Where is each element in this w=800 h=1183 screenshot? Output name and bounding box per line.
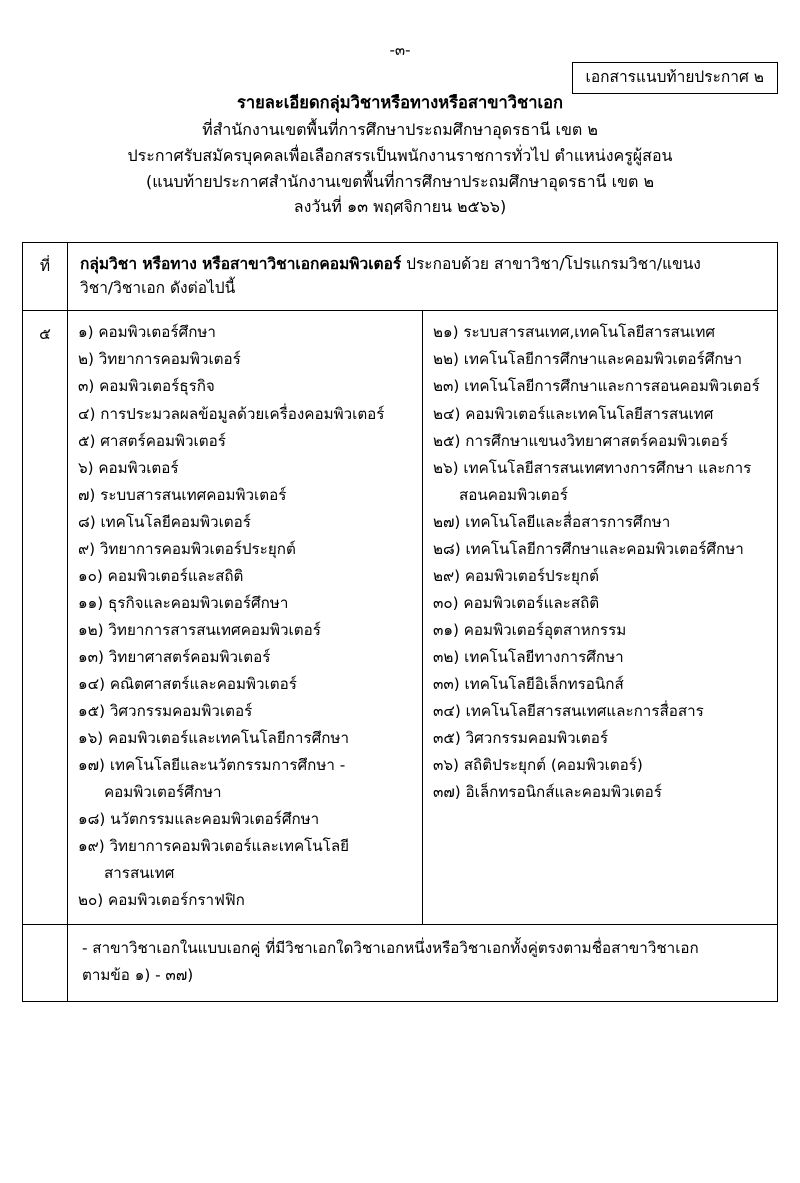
list-item: ๕) ศาสตร์คอมพิวเตอร์ <box>78 431 226 450</box>
footer-note-line-2: ตามข้อ ๑) - ๓๗) <box>82 966 194 984</box>
list-item: ๑๖) คอมพิวเตอร์และเทคโนโลยีการศึกษา <box>78 729 349 748</box>
list-item: ๓๗) อิเล็กทรอนิกส์และคอมพิวเตอร์ <box>433 783 662 802</box>
subjects-table <box>22 242 778 1001</box>
title-line-5: ลงวันที่ ๑๓ พฤศจิกายน ๒๕๖๖) <box>293 197 507 217</box>
list-item: ๒๗) เทคโนโลยีและสื่อสารการศึกษา <box>433 512 671 531</box>
table-header-row <box>23 243 778 311</box>
table-header-no: ที่ <box>23 243 68 311</box>
list-item: ๒๐) คอมพิวเตอร์กราฟฟิก <box>78 891 245 910</box>
title-line-3: ประกาศรับสมัครบุคคลเพื่อเลือกสรรเป็นพนักงานราชการทั่วไป ตำแหน่งครูผู้สอน <box>127 145 673 165</box>
list-item: ๒) วิทยาการคอมพิวเตอร์ <box>78 350 241 369</box>
table-header-subject-rest: ประกอบด้วย สาขาวิชา/โปรแกรมวิชา/แขนง <box>401 255 701 274</box>
list-item: ๓๒) เทคโนโลยีทางการศึกษา <box>433 647 624 666</box>
list-item: ๑) คอมพิวเตอร์ศึกษา <box>78 323 216 342</box>
list-item: ๙) วิทยาการคอมพิวเตอร์ประยุกต์ <box>78 539 296 558</box>
list-item: ๑๐) คอมพิวเตอร์และสถิติ <box>78 566 244 585</box>
list-item: ๑๓) วิทยาศาสตร์คอมพิวเตอร์ <box>78 647 271 666</box>
subject-list-left <box>68 311 423 925</box>
list-item: ๒๖) เทคโนโลยีสารสนเทศทางการศึกษา และการสอนคอมพิวเตอร์ <box>433 458 752 504</box>
list-item: ๓๔) เทคโนโลยีสารสนเทศและการสื่อสาร <box>433 702 704 721</box>
page-title: รายละเอียดกลุ่มวิชาหรือทางหรือสาขาวิชาเอก <box>236 93 564 112</box>
list-item: ๑๗) เทคโนโลยีและนวัตกรรมการศึกษา - คอมพิวเตอร์ศึกษา <box>78 756 346 802</box>
table-header-subject <box>68 243 778 311</box>
list-item: ๒๒) เทคโนโลยีการศึกษาและคอมพิวเตอร์ศึกษา <box>433 350 743 369</box>
list-item: ๓๖) สถิติประยุกต์ (คอมพิวเตอร์) <box>433 756 643 775</box>
table-header-subject-line2: วิชา/วิชาเอก ดังต่อไปนี้ <box>80 279 236 298</box>
list-item: ๔) การประมวลผลข้อมูลด้วยเครื่องคอมพิวเตอร์ <box>78 404 385 423</box>
table-row <box>23 311 778 925</box>
list-item: ๗) ระบบสารสนเทศคอมพิวเตอร์ <box>78 485 287 504</box>
list-item: ๒๔) คอมพิวเตอร์และเทคโนโลยีสารสนเทศ <box>433 404 714 423</box>
list-item: ๑๘) นวัตกรรมและคอมพิวเตอร์ศึกษา <box>78 810 320 829</box>
list-item: ๒๘) เทคโนโลยีการศึกษาและคอมพิวเตอร์ศึกษา <box>433 539 744 558</box>
footer-note-line-1: - สาขาวิชาเอกในแบบเอกคู่ ที่มีวิชาเอกใดวิชาเอกหนึ่งหรือวิชาเอกทั้งคู่ตรงตามชื่อสาขาวิชาเอก <box>82 939 699 958</box>
list-item: ๒๙) คอมพิวเตอร์ประยุกต์ <box>433 566 599 585</box>
list-item: ๒๕) การศึกษาแขนงวิทยาศาสตร์คอมพิวเตอร์ <box>433 431 729 450</box>
footer-note <box>68 925 778 1001</box>
list-item: ๑๙) วิทยาการคอมพิวเตอร์และเทคโนโลยีสารสนเทศ <box>78 837 350 883</box>
list-item: ๒๓) เทคโนโลยีการศึกษาและการสอนคอมพิวเตอร์ <box>433 377 760 396</box>
page-number: -๓- <box>389 41 411 59</box>
footer-no-cell <box>23 925 68 1001</box>
table-footer-row <box>23 925 778 1001</box>
list-item: ๑๔) คณิตศาสตร์และคอมพิวเตอร์ <box>78 674 297 693</box>
list-item: ๓๐) คอมพิวเตอร์และสถิติ <box>433 593 600 612</box>
list-item: ๒๑) ระบบสารสนเทศ,เทคโนโลยีสารสนเทศ <box>433 323 715 342</box>
list-item: ๑๕) วิศวกรรมคอมพิวเตอร์ <box>78 702 253 721</box>
row-number: ๕ <box>23 311 68 925</box>
list-item: ๑๑) ธุรกิจและคอมพิวเตอร์ศึกษา <box>78 593 289 612</box>
title-line-4: (แนบท้ายประกาศสำนักงานเขตพื้นที่การศึกษาประถมศึกษาอุดรธานี เขต ๒ <box>145 171 655 191</box>
table-header-subject-bold: กลุ่มวิชา หรือทาง หรือสาขาวิชาเอกคอมพิวเตอร์ <box>80 255 402 274</box>
document-title-block <box>0 90 800 220</box>
title-line-2: ที่สำนักงานเขตพื้นที่การศึกษาประถมศึกษาอุดรธานี เขต ๒ <box>202 119 598 139</box>
list-item: ๓๑) คอมพิวเตอร์อุตสาหกรรม <box>433 620 627 639</box>
subject-list-right <box>423 311 778 925</box>
list-item: ๑๒) วิทยาการสารสนเทศคอมพิวเตอร์ <box>78 620 321 639</box>
list-item: ๖) คอมพิวเตอร์ <box>78 458 179 477</box>
list-item: ๘) เทคโนโลยีคอมพิวเตอร์ <box>78 512 251 531</box>
list-item: ๓๕) วิศวกรรมคอมพิวเตอร์ <box>433 729 609 748</box>
attachment-badge: เอกสารแนบท้ายประกาศ ๒ <box>572 62 778 94</box>
list-item: ๓๓) เทคโนโลยีอิเล็กทรอนิกส์ <box>433 674 624 693</box>
list-item: ๓) คอมพิวเตอร์ธุรกิจ <box>78 377 215 396</box>
